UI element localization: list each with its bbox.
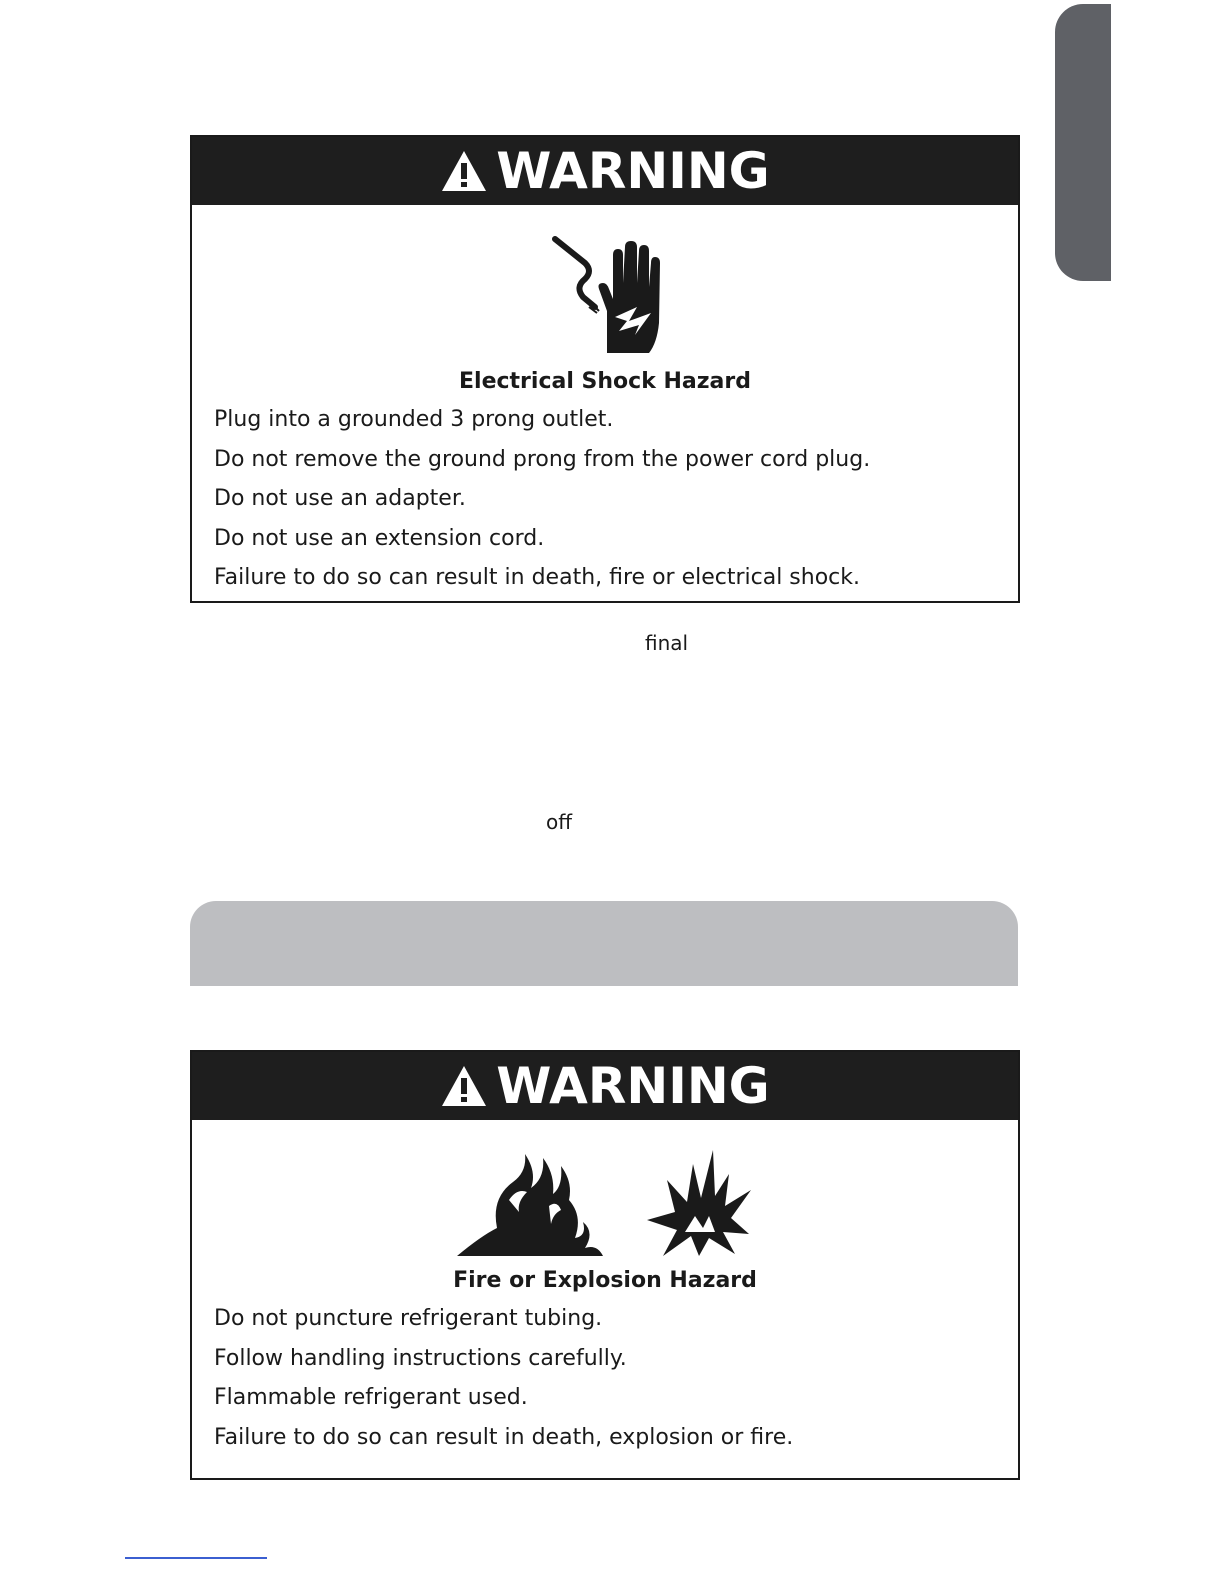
instruction-line: Plug into a grounded 3 prong outlet. <box>214 407 614 432</box>
section-side-tab <box>1055 4 1111 281</box>
explosion-icon <box>643 1150 753 1258</box>
warning-triangle-icon <box>440 149 488 193</box>
fire-icon <box>457 1152 603 1258</box>
warning-label: WARNING <box>496 1057 770 1115</box>
instruction-line: Do not puncture refrigerant tubing. <box>214 1306 603 1331</box>
instruction-line: Flammable refrigerant used. <box>214 1385 528 1410</box>
hazard-title: Fire or Explosion Hazard <box>453 1268 757 1293</box>
instruction-line: Follow handling instructions carefully. <box>214 1345 627 1371</box>
link-underline[interactable] <box>125 1557 267 1559</box>
hazard-graphic <box>192 205 1018 355</box>
electrical-shock-hand-icon <box>545 233 665 355</box>
electrical-shock-warning <box>190 135 1020 603</box>
section-header-bar <box>190 901 1018 986</box>
hazard-instructions <box>192 400 1018 598</box>
warning-header <box>192 1052 1018 1120</box>
warning-triangle-icon <box>440 1064 488 1108</box>
warning-label: WARNING <box>496 142 770 200</box>
hazard-graphic <box>192 1120 1018 1258</box>
instruction-line: Failure to do so can result in death, explosion or fire. <box>214 1424 794 1450</box>
warning-header <box>192 137 1018 205</box>
text-fragment-final: final <box>645 631 689 655</box>
instruction-line: Do not use an adapter. <box>214 486 466 511</box>
fire-explosion-warning <box>190 1050 1020 1480</box>
instruction-line: Failure to do so can result in death, fire or electrical shock. <box>214 565 861 590</box>
instruction-line: Do not use an extension cord. <box>214 525 545 551</box>
text-fragment-off: off <box>546 810 573 834</box>
hazard-instructions <box>192 1299 1018 1457</box>
instruction-line: Do not remove the ground prong from the power cord plug. <box>214 446 871 472</box>
hazard-title: Electrical Shock Hazard <box>459 369 751 394</box>
